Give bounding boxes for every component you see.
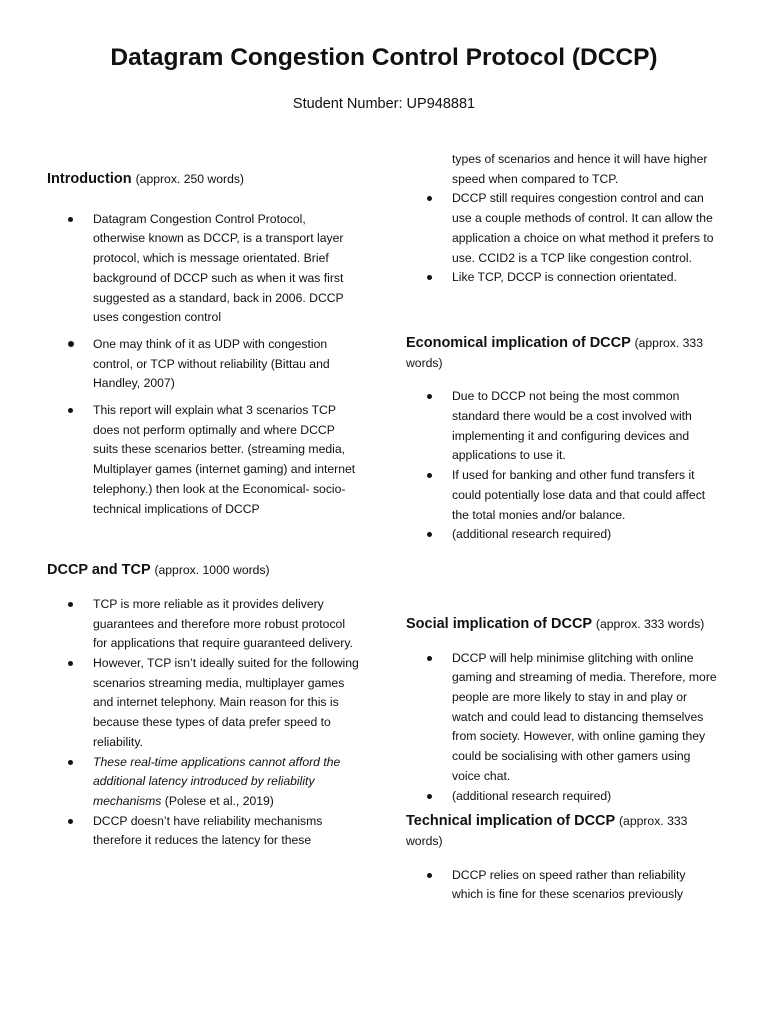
continued-bullet-text: types of scenarios and hence it will have higher speed when compared to TCP. — [452, 152, 708, 186]
intro-bullet-3: This report will explain what 3 scenarios TCP does not perform optimally and where DCCP suits these scenarios better. (streaming media, Multiplayer games (internet gaming) and internet telephony.) then look at the Economical- socio- technical implications of DCCP — [47, 401, 358, 519]
social-word-count: (approx. 333 words) — [595, 616, 705, 631]
intro-word-count: (approx. 250 words) — [135, 172, 244, 186]
economical-bullet-3: (additional research required) — [406, 525, 722, 545]
dccp-tcp-bullet-2: However, TCP isn’t ideally suited for the following scenarios streaming media, multiplayer games and internet telephony. Main reason for this is because these types of data prefer speed to reliability. — [47, 654, 361, 753]
technical-word-count: (approx. 333 words) — [406, 814, 688, 848]
social-heading-text: Social implication of DCCP — [406, 615, 592, 632]
economical-word-count: (approx. 333 words) — [406, 335, 703, 370]
intro-bullet-2: One may think of it as UDP with congestion control, or TCP without reliability (Bittau and Handley, 2007) — [47, 335, 358, 394]
intro-heading-text: Introduction — [47, 171, 132, 187]
social-heading — [406, 615, 726, 635]
left-column — [47, 170, 367, 851]
economical-heading — [406, 334, 726, 373]
dccp-tcp-bullet-4: DCCP doesn’t have reliability mechanisms therefore it reduces the latency for these — [47, 812, 355, 851]
right-bullet-1: DCCP still requires congestion control and can use a couple methods of control. It can allow the application a choice on what method it prefers to use. CCID2 is a TCP like congestion control. — [406, 189, 722, 268]
dccp-tcp-word-count: (approx. 1000 words) — [154, 563, 270, 578]
economical-bullets — [406, 387, 724, 545]
student-number: Student Number: UP948881 — [292, 96, 476, 112]
intro-bullet-1: Datagram Congestion Control Protocol, otherwise known as DCCP, is a transport layer protocol, which is message orientated. Brief background of DCCP such as when it was first suggested as a standard, back in 2006. DCCP uses congestion control — [47, 210, 358, 328]
social-bullets — [406, 649, 724, 807]
intro-bullets — [47, 210, 367, 520]
social-bullet-1: DCCP will help minimise glitching with online gaming and streaming of media. Therefore, more people are more likely to stay in and play or watch and could lead to distancing themselves from society. However, with online gaming they could be socialising with other gamers using voice chat. — [406, 649, 718, 787]
document-title: Datagram Congestion Control Protocol (DCCP) — [110, 44, 658, 71]
technical-bullets — [406, 866, 724, 905]
economical-heading-text: Economical implication of DCCP — [406, 334, 631, 351]
dccp-tcp-heading — [47, 561, 367, 581]
technical-heading — [406, 812, 726, 851]
quote-citation: (Polese et al., 2019) — [161, 793, 274, 808]
right-bullet-2: Like TCP, DCCP is connection orientated. — [406, 268, 722, 288]
technical-bullet-1: DCCP relies on speed rather than reliability which is fine for these scenarios previously — [406, 866, 718, 905]
dccp-tcp-quote-bullet — [47, 753, 361, 812]
right-column — [406, 150, 724, 905]
dccp-tcp-heading-text: DCCP and TCP — [47, 562, 151, 579]
dccp-tcp-bullets — [47, 595, 367, 851]
intro-heading — [47, 170, 367, 190]
economical-bullet-1: Due to DCCP not being the most common standard there would be a cost involved with implementing it and configuring devices and applications to use it. — [406, 387, 718, 466]
technical-heading-text: Technical implication of DCCP — [406, 813, 615, 830]
social-bullet-2: (additional research required) — [406, 787, 722, 807]
economical-bullet-2: If used for banking and other fund transfers it could potentially lose data and that could affect the total monies and/or balance. — [406, 466, 722, 525]
dccp-tcp-bullet-1: TCP is more reliable as it provides delivery guarantees and therefore more robust protocol for applications that require guaranteed delivery. — [47, 595, 355, 654]
quote-text: These real-time applications cannot afford the additional latency introduced by reliability mechanisms — [93, 754, 341, 808]
right-top-bullets — [406, 189, 724, 288]
